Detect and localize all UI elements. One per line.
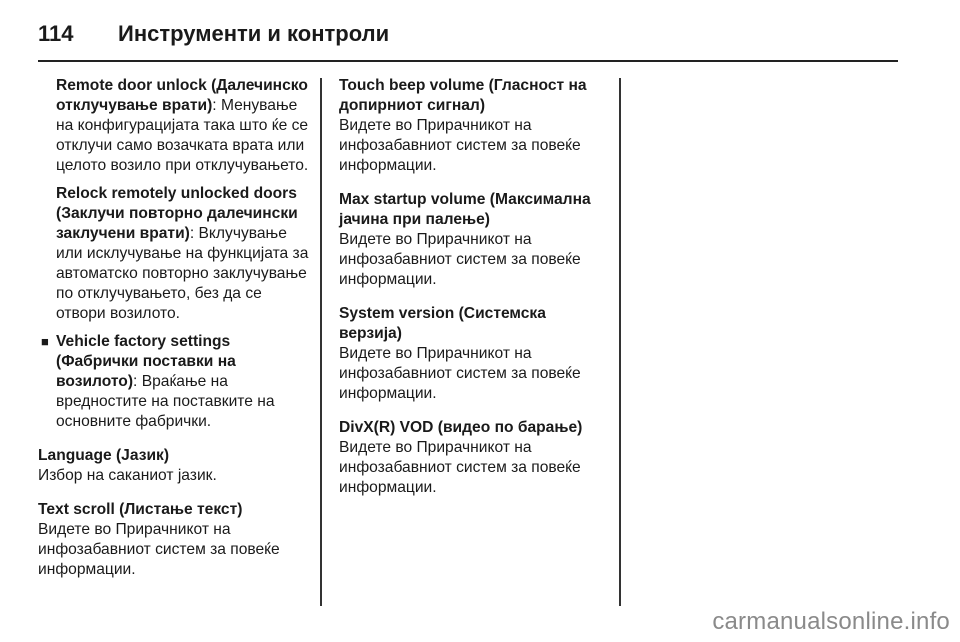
entry-description: Видете во Прирачникот на инфозабавниот систем за повеќе информации. — [339, 117, 581, 174]
entry-title: Max startup volume (Максимална јачина при палење) — [339, 191, 591, 228]
page-header — [38, 14, 389, 54]
setting-title: Remote door unlock (Далечинско отклучување врати) — [56, 77, 308, 114]
entry-text-scroll — [38, 500, 310, 580]
column-divider — [619, 78, 621, 606]
setting-description: Вклучување или исклучување на функцијата за автоматско повторно заклучување по отклучувањето, без да се отвори возилото. — [56, 225, 309, 322]
setting-remote-door-unlock — [38, 76, 310, 176]
setting-title: Vehicle factory settings (Фабрички поставки на возилото) — [56, 333, 236, 390]
entry-title: Touch beep volume (Гласност на допирниот сигнал) — [339, 77, 587, 114]
watermark: carmanualsonline.info — [712, 608, 950, 635]
setting-title: Relock remotely unlocked doors (Заклучи повторно далечински заклучени врати) — [56, 185, 298, 242]
left-column — [38, 76, 310, 580]
entry-title: Language (Јазик) — [38, 447, 170, 464]
page-number: 114 — [38, 21, 74, 46]
column-divider — [320, 78, 322, 606]
entry-description: Видете во Прирачникот на инфозабавниот систем за повеќе информации. — [339, 231, 581, 288]
entry-title: DivX(R) VOD (видео по барање) — [339, 419, 583, 436]
bullet-vehicle-factory-settings — [38, 332, 310, 432]
separator: : — [212, 97, 221, 114]
entry-description: Избор на саканиот јазик. — [38, 467, 217, 484]
chapter-title: Инструменти и контроли — [118, 21, 390, 46]
entry-title: Text scroll (Листање текст) — [38, 501, 243, 518]
entry-touch-beep-volume — [339, 76, 611, 176]
separator: : — [133, 373, 142, 390]
entry-title: System version (Системска верзија) — [339, 305, 546, 342]
entry-divx-vod — [339, 418, 611, 498]
entry-description: Видете во Прирачникот на инфозабавниот систем за повеќе информации. — [339, 439, 581, 496]
entry-description: Видете во Прирачникот на инфозабавниот систем за повеќе информации. — [38, 521, 280, 578]
entry-language — [38, 446, 310, 486]
middle-column — [339, 76, 611, 498]
setting-relock-doors — [38, 184, 310, 324]
setting-description: Враќање на вредностите на поставките на основните фабрички. — [56, 373, 275, 430]
entry-max-startup-volume — [339, 190, 611, 290]
entry-description: Видете во Прирачникот на инфозабавниот систем за повеќе информации. — [339, 345, 581, 402]
bullet-square-icon: ■ — [41, 334, 49, 349]
separator: : — [189, 225, 199, 242]
header-rule — [38, 60, 898, 62]
setting-description: Менување на конфигурацијата така што ќе се отклучи само возачката врата или целото возило при отклучувањето. — [56, 97, 309, 174]
entry-system-version — [339, 304, 611, 404]
